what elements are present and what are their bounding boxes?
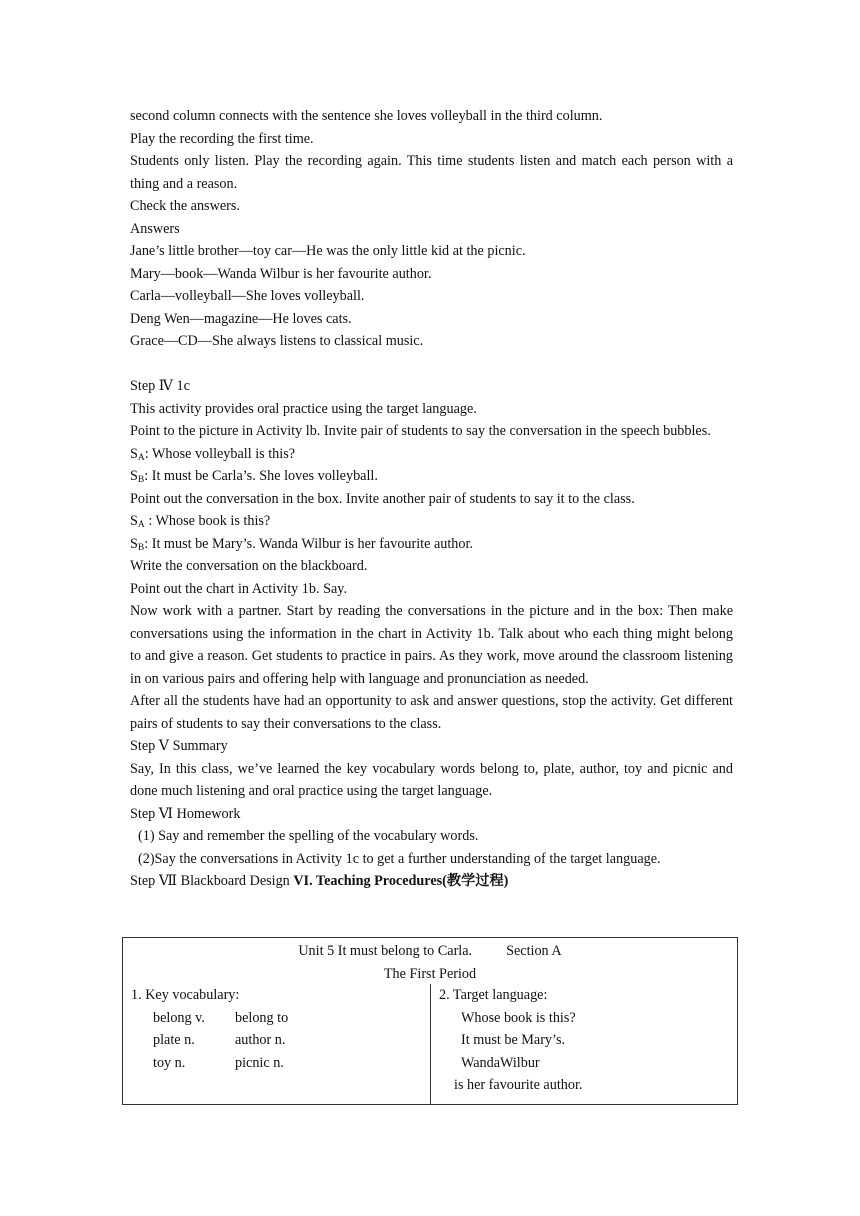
vocab-word: toy n. (153, 1054, 186, 1071)
section-title: VI. Teaching Procedures(教学过程) (293, 873, 509, 889)
board-title (123, 938, 737, 963)
dialogue-line (130, 533, 733, 556)
board-title-unit: Unit 5 It must belong to Carla. (298, 943, 473, 959)
board-subtitle: The First Period (383, 965, 477, 982)
vocab-row (123, 1007, 430, 1030)
homework-item: (1) Say and remember the spelling of the vocabulary words. (138, 828, 479, 844)
speaker: S (130, 513, 138, 529)
speaker-sub: A (137, 452, 145, 463)
speaker: S (130, 445, 138, 462)
vocab-word: plate n. (153, 1032, 195, 1048)
step-heading (130, 870, 733, 893)
answer-line: Jane’s little brother—toy car—He was the only little kid at the picnic. (130, 243, 526, 259)
dialogue-line (130, 510, 733, 533)
answer-line: Grace—CD—She always listens to classical music. (130, 333, 424, 349)
target-heading: 2. Target language: (439, 987, 548, 1003)
target-line: WandaWilbur (461, 1054, 540, 1071)
blank-line (130, 353, 733, 376)
speaker-sub: B (137, 475, 145, 485)
dialogue-text: : It must be Carla’s. She loves volleyball. (144, 468, 378, 484)
text-paragraph: After all the students have had an opportunity to ask and answer questions, stop the activity. Get different pairs of students to say their conversations to the class. (130, 693, 733, 732)
vocab-word: picnic n. (235, 1054, 284, 1071)
text-line: Point out the conversation in the box. Invite another pair of students to say it to the class. (130, 490, 635, 507)
answer-line: Deng Wen—magazine—He loves cats. (130, 310, 352, 327)
document-body (130, 105, 733, 893)
text-line: Check the answers. (130, 198, 240, 214)
text-line: Write the conversation on the blackboard. (130, 558, 368, 574)
vocab-word: author n. (235, 1032, 286, 1048)
vocab-word: belong to (235, 1009, 289, 1026)
speaker: S (130, 535, 138, 552)
vocab-row (123, 1052, 430, 1075)
text-line: Point out the chart in Activity 1b. Say. (130, 580, 347, 597)
vocab-heading: 1. Key vocabulary: (131, 987, 240, 1003)
target-line: It must be Mary’s. (461, 1032, 566, 1048)
text-paragraph: Now work with a partner. Start by reading the conversations in the picture and in the box: Then make conversations using the information in the chart in Activity 1b. Talk about who each thing might belong to and give a reason. Get students to practice in pairs. As they work, move around the classroom listening in on various pairs and offering help with language and pronunciation as needed. (130, 603, 733, 687)
dialogue-line (130, 465, 733, 488)
text-paragraph: Say, In this class, we’ve learned the key vocabulary words belong to, plate, author, toy and picnic and done much listening and oral practice using the target language. (130, 760, 733, 799)
target-line: is her favourite author. (454, 1077, 583, 1093)
step-heading: Step Ⅳ 1c (130, 378, 190, 394)
answer-line: Mary—book—Wanda Wilbur is her favourite author. (130, 265, 432, 282)
step-heading: Step Ⅴ Summary (130, 738, 228, 754)
board-left-cell (123, 984, 431, 1104)
dialogue-text: : Whose book is this? (144, 513, 271, 529)
dialogue-line (130, 443, 733, 466)
dialogue-text: : Whose volleyball is this? (144, 445, 296, 462)
step-heading: Step Ⅵ Homework (130, 805, 241, 822)
text-paragraph: Students only listen. Play the recording again. This time students listen and match each person with a thing and a reason. (130, 153, 733, 192)
board-right-cell (431, 984, 737, 1104)
speaker-sub: B (137, 542, 145, 553)
answers-heading: Answers (130, 220, 180, 237)
target-line: Whose book is this? (461, 1009, 576, 1026)
text-line: second column connects with the sentence she loves volleyball in the third column. (130, 108, 603, 124)
text-line: Play the recording the first time. (130, 130, 314, 147)
vocab-row (123, 1029, 430, 1052)
blackboard-design-table (122, 937, 738, 1105)
speaker: S (130, 468, 138, 484)
vocab-word: belong v. (153, 1009, 205, 1026)
speaker-sub: A (137, 520, 145, 530)
homework-item: (2)Say the conversations in Activity 1c to get a further understanding of the target language. (138, 850, 661, 867)
dialogue-text: : It must be Mary’s. Wanda Wilbur is her favourite author. (144, 535, 473, 552)
answer-line: Carla—volleyball—She loves volleyball. (130, 288, 365, 304)
step-heading-text: Step Ⅶ Blackboard Design (130, 873, 294, 889)
board-columns (123, 984, 737, 1104)
board-title-section: Section A (506, 943, 562, 959)
text-paragraph: Point to the picture in Activity lb. Invite pair of students to say the conversation in the speech bubbles. (130, 423, 711, 439)
text-line: This activity provides oral practice using the target language. (130, 400, 477, 417)
